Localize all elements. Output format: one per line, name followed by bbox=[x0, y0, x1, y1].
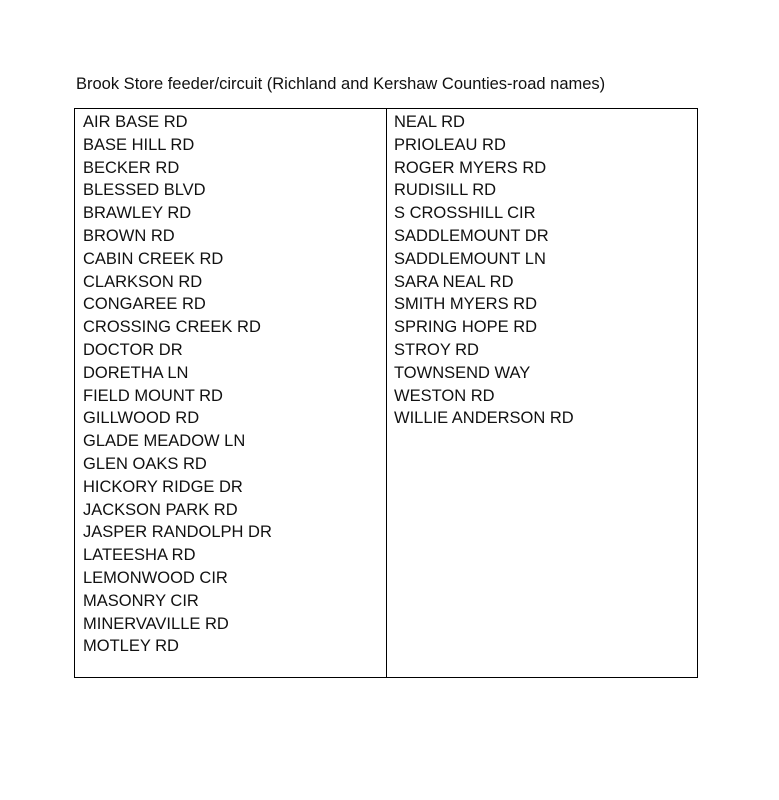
road-name-item: CROSSING CREEK RD bbox=[83, 318, 261, 337]
road-name-item: DOCTOR DR bbox=[83, 340, 183, 359]
road-name-item: AIR BASE RD bbox=[83, 113, 188, 131]
road-name-item: BROWN RD bbox=[83, 226, 175, 245]
road-name-item: CLARKSON RD bbox=[83, 272, 203, 291]
road-name-item: SADDLEMOUNT LN bbox=[394, 249, 546, 268]
road-name-item: CABIN CREEK RD bbox=[83, 249, 224, 268]
road-names-table bbox=[74, 108, 698, 678]
road-name-item: MOTLEY RD bbox=[83, 637, 179, 656]
road-name-item: SADDLEMOUNT DR bbox=[394, 226, 549, 245]
road-list-left bbox=[83, 111, 386, 658]
road-name-item: WESTON RD bbox=[394, 386, 495, 405]
road-name-item: TOWNSEND WAY bbox=[394, 363, 531, 382]
road-name-item: SPRING HOPE RD bbox=[394, 318, 538, 337]
road-name-item: LATEESHA RD bbox=[83, 546, 196, 565]
road-name-item: STROY RD bbox=[394, 340, 479, 359]
road-name-item: BASE HILL RD bbox=[83, 135, 195, 154]
road-column-right bbox=[387, 109, 697, 677]
road-name-item: MINERVAVILLE RD bbox=[83, 614, 229, 633]
road-name-item: RUDISILL RD bbox=[394, 181, 497, 200]
road-name-item: HICKORY RIDGE DR bbox=[83, 477, 243, 496]
road-name-item: S CROSSHILL CIR bbox=[394, 204, 536, 223]
road-name-item: NEAL RD bbox=[394, 113, 465, 131]
road-name-item: BECKER RD bbox=[83, 158, 180, 177]
road-name-item: JASPER RANDOLPH DR bbox=[83, 523, 272, 542]
road-name-item: BRAWLEY RD bbox=[83, 204, 192, 223]
road-name-item: SMITH MYERS RD bbox=[394, 295, 538, 314]
road-name-item: ROGER MYERS RD bbox=[394, 158, 547, 177]
road-name-item: JACKSON PARK RD bbox=[83, 500, 238, 519]
road-list-right bbox=[394, 111, 697, 430]
road-name-item: GLADE MEADOW LN bbox=[83, 432, 246, 451]
road-name-item: FIELD MOUNT RD bbox=[83, 386, 223, 405]
road-name-item: MASONRY CIR bbox=[83, 591, 199, 610]
road-column-left bbox=[75, 109, 387, 677]
road-name-item: LEMONWOOD CIR bbox=[83, 568, 228, 587]
road-name-item: PRIOLEAU RD bbox=[394, 135, 506, 154]
road-name-item: WILLIE ANDERSON RD bbox=[394, 409, 574, 428]
document-title: Brook Store feeder/circuit (Richland and Kershaw Counties-road names) bbox=[76, 75, 606, 93]
road-name-item: GILLWOOD RD bbox=[83, 409, 200, 428]
road-name-item: DORETHA LN bbox=[83, 363, 189, 382]
road-name-item: CONGAREE RD bbox=[83, 295, 206, 314]
road-name-item: BLESSED BLVD bbox=[83, 181, 206, 200]
road-name-item: SARA NEAL RD bbox=[394, 272, 514, 291]
road-name-item: GLEN OAKS RD bbox=[83, 454, 207, 473]
